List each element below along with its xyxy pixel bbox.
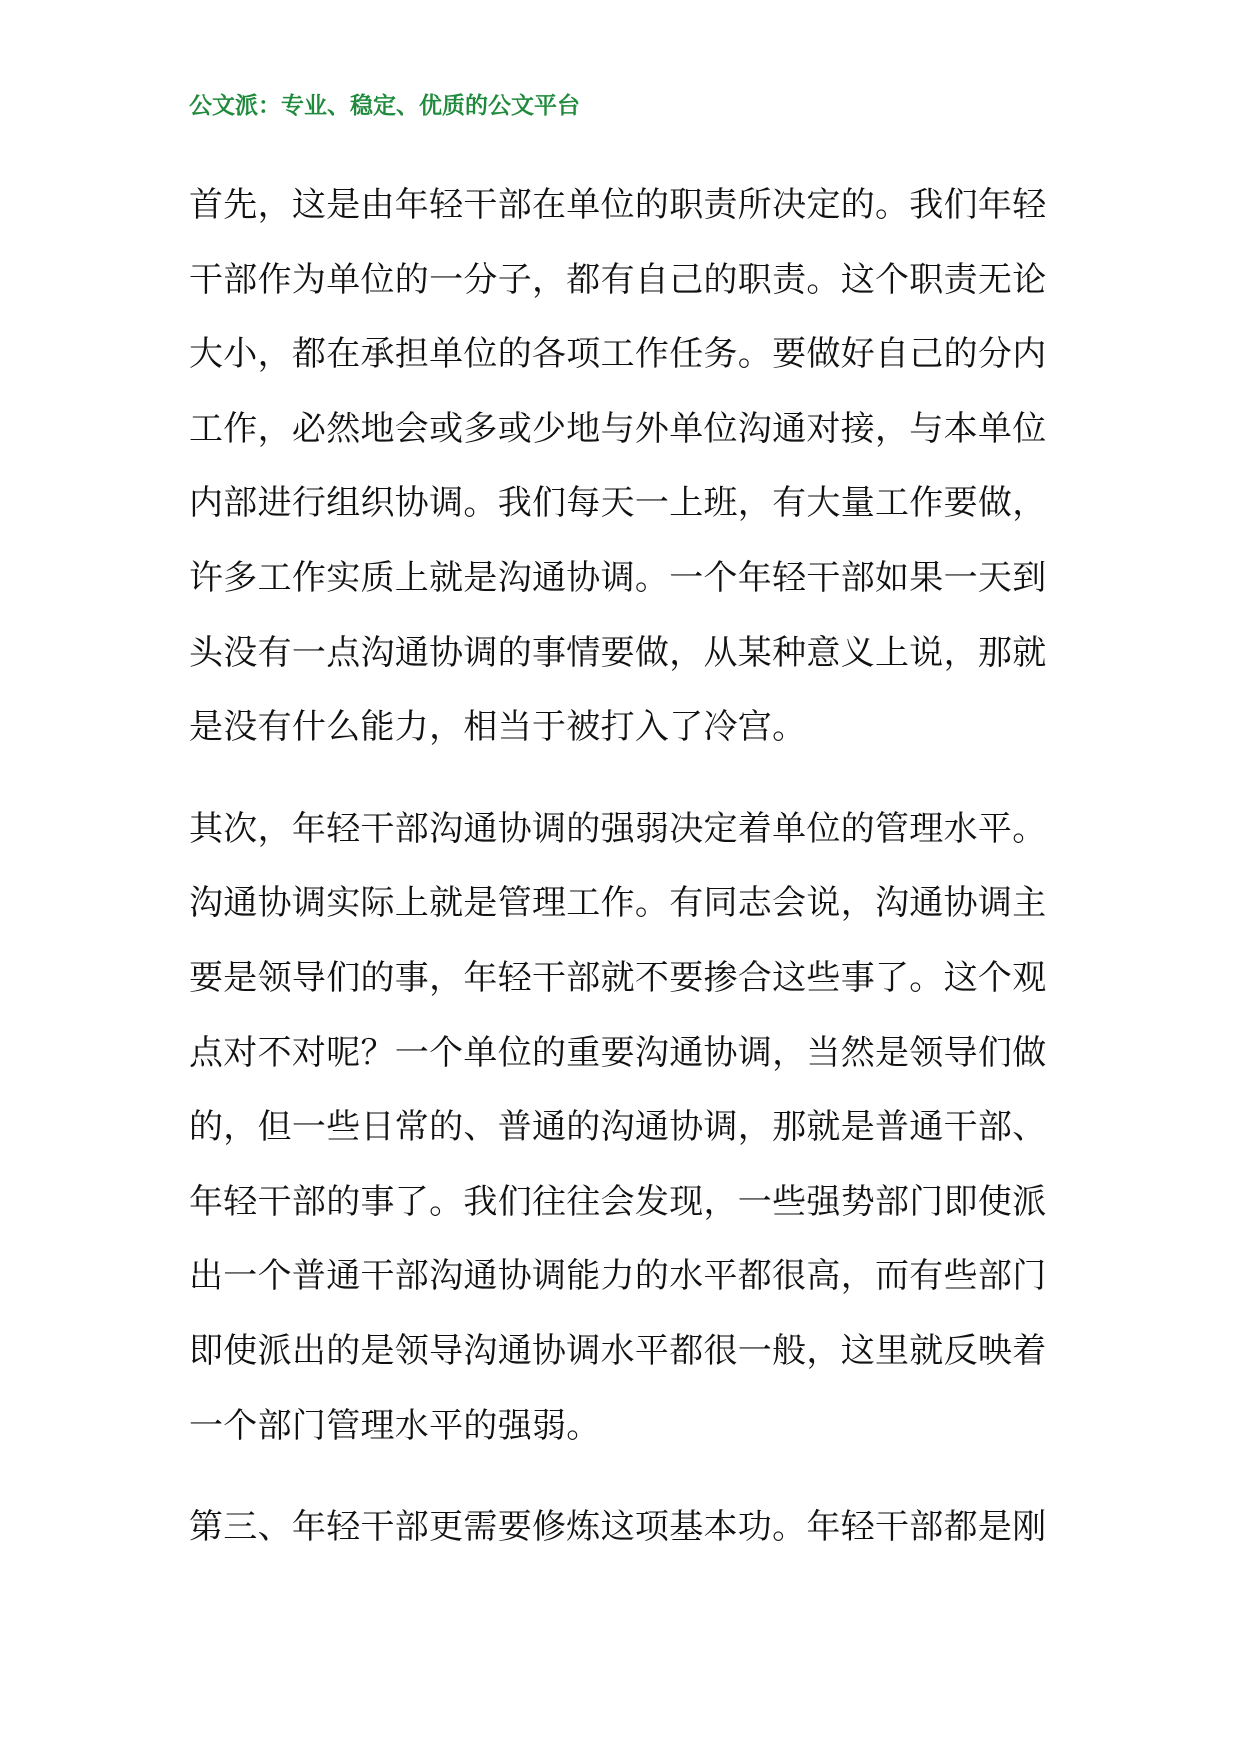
text-line: 头没有一点沟通协调的事情要做，从某种意义上说，那就 — [189, 632, 1047, 673]
text-line: 第三、年轻干部更需要修炼这项基本功。年轻干部都是刚 — [189, 1507, 1047, 1548]
text-line: 内部进行组织协调。我们每天一上班，有大量工作要做， — [189, 483, 1047, 524]
text-line: 的，但一些日常的、普通的沟通协调，那就是普通干部、 — [189, 1107, 1047, 1148]
text-line: 工作，必然地会或多或少地与外单位沟通对接，与本单位 — [189, 408, 1047, 449]
text-line: 一个部门管理水平的强弱。 — [189, 1405, 601, 1446]
text-line: 要是领导们的事，年轻干部就不要掺合这些事了。这个观 — [189, 957, 1047, 998]
text-line: 沟通协调实际上就是管理工作。有同志会说，沟通协调主 — [189, 883, 1047, 924]
text-line: 出一个普通干部沟通协调能力的水平都很高，而有些部门 — [189, 1256, 1047, 1297]
article-body — [189, 168, 1069, 1592]
text-line: 点对不对呢？一个单位的重要沟通协调，当然是领导们做 — [189, 1032, 1047, 1073]
text-line: 是没有什么能力，相当于被打入了冷宫。 — [189, 707, 807, 748]
paragraph-2 — [189, 792, 1069, 1463]
paragraph-3 — [189, 1490, 1069, 1565]
text-line: 年轻干部的事了。我们往往会发现，一些强势部门即使派 — [189, 1181, 1047, 1222]
text-line: 干部作为单位的一分子，都有自己的职责。这个职责无论 — [189, 259, 1047, 300]
text-line: 大小，都在承担单位的各项工作任务。要做好自己的分内 — [189, 334, 1047, 375]
site-header: 公文派：专业、稳定、优质的公文平台 — [189, 93, 580, 119]
text-line: 许多工作实质上就是沟通协调。一个年轻干部如果一天到 — [189, 557, 1047, 598]
paragraph-1 — [189, 168, 1069, 765]
text-line: 其次，年轻干部沟通协调的强弱决定着单位的管理水平。 — [189, 808, 1047, 849]
text-line: 即使派出的是领导沟通协调水平都很一般，这里就反映着 — [189, 1330, 1047, 1371]
text-line: 首先，这是由年轻干部在单位的职责所决定的。我们年轻 — [189, 185, 1047, 225]
